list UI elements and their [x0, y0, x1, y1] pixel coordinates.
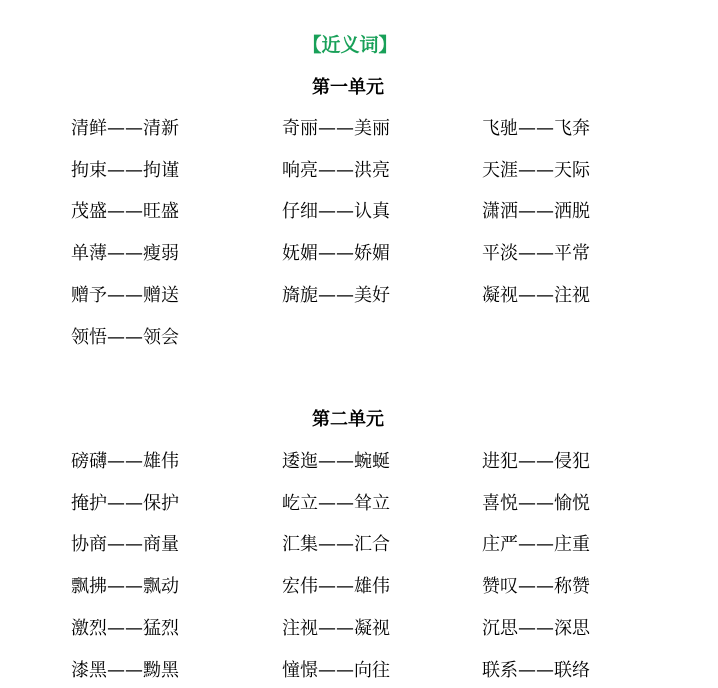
synonym-pair: 漆黑——黝黑	[71, 660, 179, 681]
synonym-pair: 庄严——庄重	[482, 534, 590, 555]
synonym-pair: 憧憬——向往	[282, 660, 390, 681]
synonym-pair: 赠予——赠送	[71, 285, 179, 306]
synonym-pair: 进犯——侵犯	[482, 451, 590, 472]
unit-2-title: 第二单元	[312, 409, 384, 430]
synonym-pair: 沉思——深思	[482, 618, 590, 639]
synonym-pair: 联系——联络	[482, 660, 590, 681]
synonym-pair: 潇洒——洒脱	[482, 201, 590, 222]
document-title: 【近义词】	[302, 34, 398, 56]
synonym-pair: 赞叹——称赞	[482, 576, 590, 597]
synonym-pair: 宏伟——雄伟	[282, 576, 390, 597]
synonym-pair: 平淡——平常	[482, 243, 590, 264]
synonym-pair: 拘束——拘谨	[71, 160, 179, 181]
synonym-pair: 掩护——保护	[71, 493, 179, 514]
synonym-pair: 激烈——猛烈	[71, 618, 179, 639]
synonym-pair: 注视——凝视	[282, 618, 390, 639]
synonym-pair: 单薄——瘦弱	[71, 243, 179, 264]
synonym-pair: 飘拂——飘动	[71, 576, 179, 597]
synonym-pair: 天涯——天际	[482, 160, 590, 181]
synonym-pair: 奇丽——美丽	[282, 118, 390, 139]
synonym-pair: 仔细——认真	[282, 201, 390, 222]
synonym-pair: 磅礴——雄伟	[71, 451, 179, 472]
synonym-pair: 汇集——汇合	[282, 534, 390, 555]
synonym-pair: 协商——商量	[71, 534, 179, 555]
synonym-pair: 领悟——领会	[71, 327, 179, 348]
synonym-pair: 旖旎——美好	[282, 285, 390, 306]
synonym-pair: 凝视——注视	[482, 285, 590, 306]
synonym-pair: 妩媚——娇媚	[282, 243, 390, 264]
synonym-pair: 屹立——耸立	[282, 493, 390, 514]
synonym-pair: 茂盛——旺盛	[71, 201, 179, 222]
synonym-pair: 喜悦——愉悦	[482, 493, 590, 514]
synonym-pair: 逶迤——蜿蜒	[282, 451, 390, 472]
synonym-pair: 飞驰——飞奔	[482, 118, 590, 139]
unit-1-title: 第一单元	[312, 77, 384, 98]
synonym-pair: 清鲜——清新	[71, 118, 179, 139]
synonym-pair: 响亮——洪亮	[282, 160, 390, 181]
